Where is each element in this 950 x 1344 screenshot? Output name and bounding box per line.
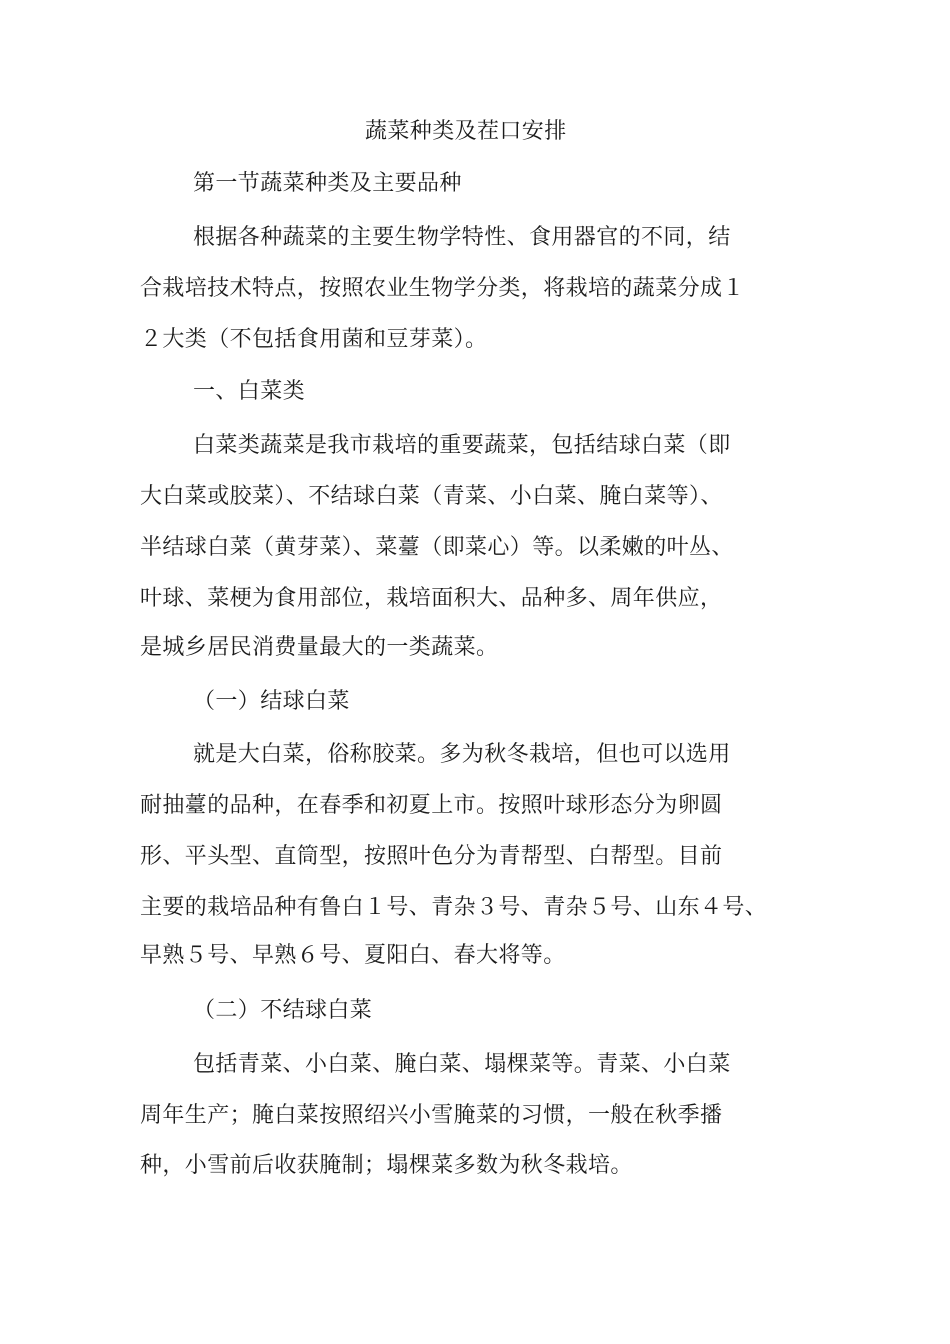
intro-line: ２大类（不包括食用菌和豆芽菜）。: [140, 327, 488, 352]
subsection-heading-2: （二）不结球白菜: [193, 998, 373, 1023]
category-line: 白菜类蔬菜是我市栽培的重要蔬菜，包括结球白菜（即: [193, 433, 731, 458]
sub2-line: 包括青菜、小白菜、腌白菜、塌棵菜等。青菜、小白菜: [193, 1052, 731, 1077]
sub1-line: 主要的栽培品种有鲁白１号、青杂３号、青杂５号、山东４号、: [140, 895, 768, 920]
section-heading: 第一节蔬菜种类及主要品种: [193, 171, 462, 196]
category-heading: 一、白菜类: [193, 379, 306, 404]
sub1-line: 耐抽薹的品种，在春季和初夏上市。按照叶球形态分为卵圆: [140, 793, 723, 818]
category-line: 大白菜或胶菜）、不结球白菜（青菜、小白菜、腌白菜等）、: [140, 484, 723, 509]
sub1-line: 就是大白菜，俗称胶菜。多为秋冬栽培，但也可以选用: [193, 742, 731, 767]
sub1-line: 形、平头型、直筒型，按照叶色分为青帮型、白帮型。目前: [140, 844, 723, 869]
category-line: 是城乡居民消费量最大的一类蔬菜。: [140, 635, 499, 660]
subsection-heading-1: （一）结球白菜: [193, 689, 350, 714]
sub1-line: 早熟５号、早熟６号、夏阳白、春大将等。: [140, 943, 566, 968]
sub2-line: 周年生产；腌白菜按照绍兴小雪腌菜的习惯，一般在秋季播: [140, 1103, 723, 1128]
intro-line: 根据各种蔬菜的主要生物学特性、食用器官的不同，结: [193, 225, 731, 250]
intro-line: 合栽培技术特点，按照农业生物学分类，将栽培的蔬菜分成１: [140, 276, 745, 301]
document-title: 蔬菜种类及茬口安排: [365, 119, 567, 144]
category-line: 半结球白菜（黄芽菜）、菜薹（即菜心）等。以柔嫩的叶丛、: [140, 535, 734, 560]
category-line: 叶球、菜梗为食用部位，栽培面积大、品种多、周年供应，: [140, 586, 723, 611]
sub2-line: 种，小雪前后收获腌制；塌棵菜多数为秋冬栽培。: [140, 1153, 633, 1178]
